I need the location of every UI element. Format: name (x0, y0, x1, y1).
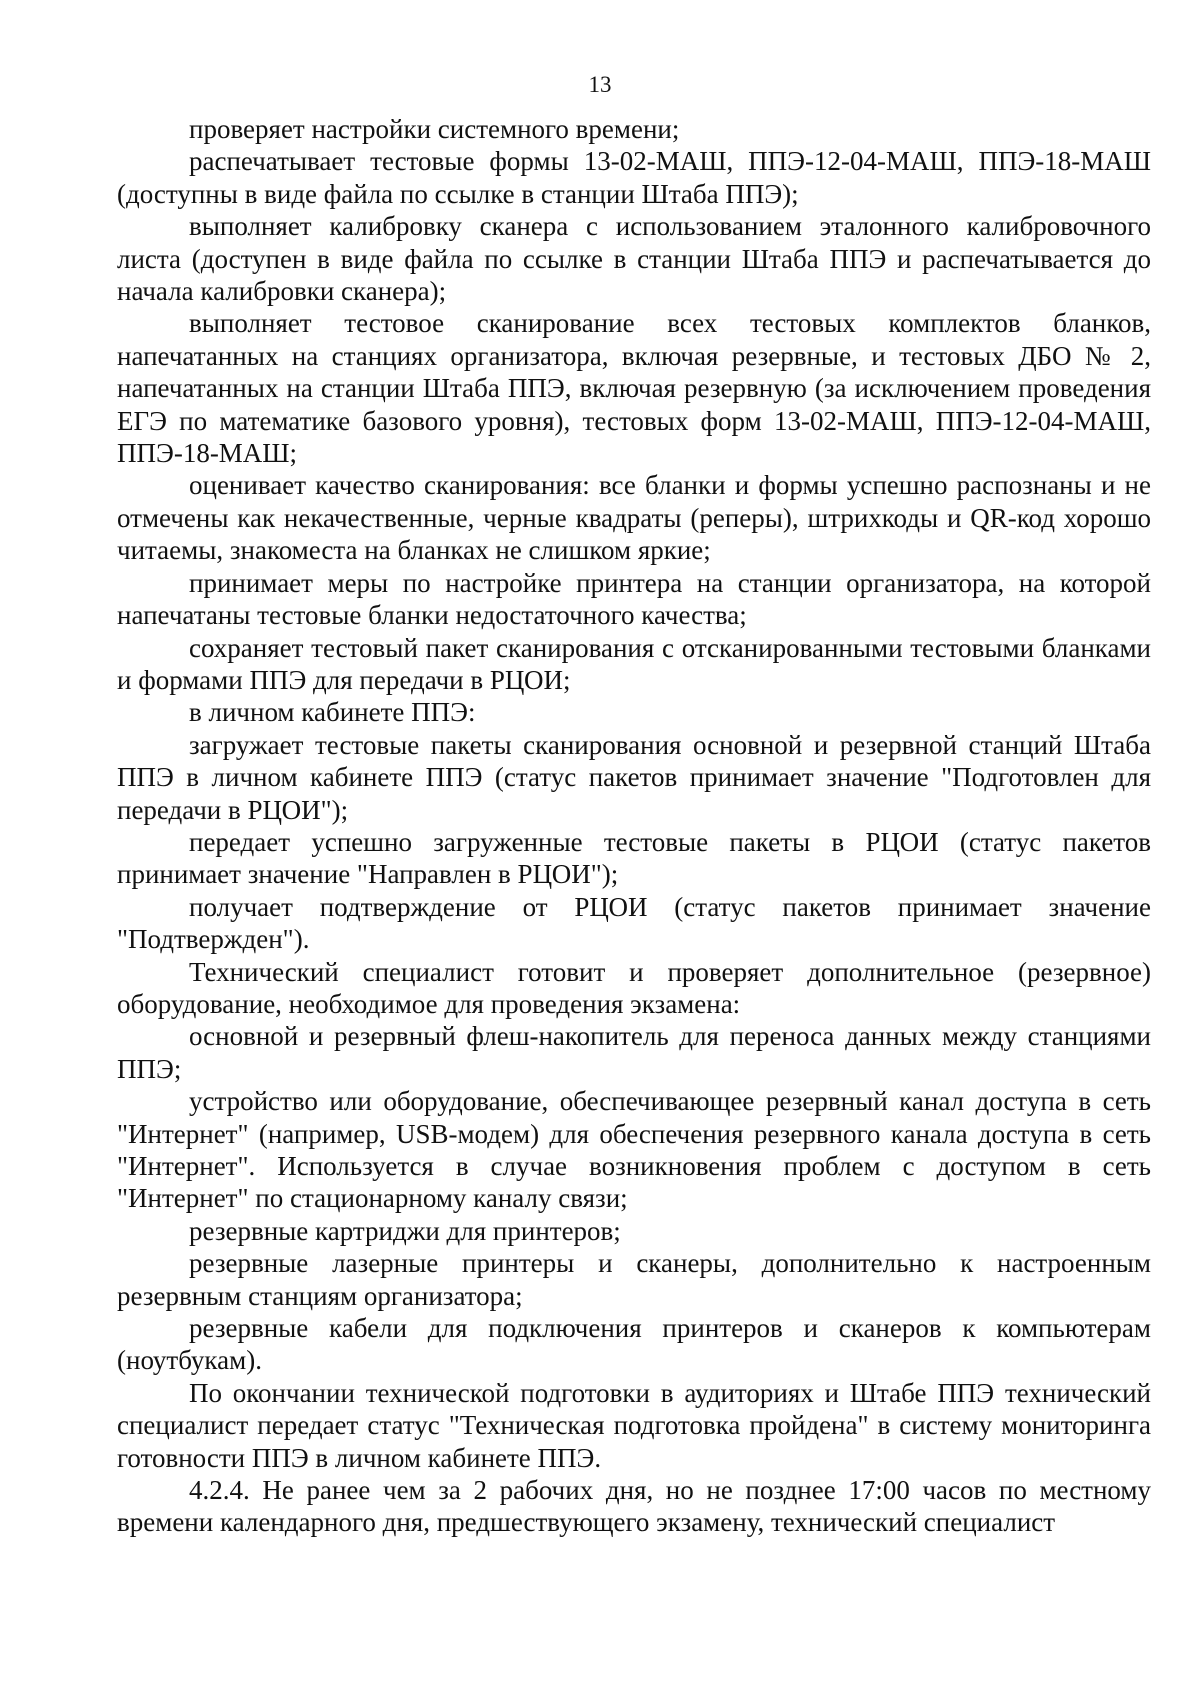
paragraph: резервные картриджи для принтеров; (189, 1215, 621, 1246)
paragraph: выполняет тестовое сканирование всех тестовых комплектов бланков, напечатанных на станциях организатора, включая резервные, и тестовых ДБО № 2, напечатанных на станции Штаба ППЭ, включая резервную (за исключением проведения ЕГЭ по математике базового уровня), тестовых форм 13-02-МАШ, ППЭ-12-04-МАШ, ППЭ-18-МАШ; (117, 308, 1151, 469)
paragraph: распечатывает тестовые формы 13-02-МАШ, ППЭ-12-04-МАШ, ППЭ-18-МАШ (доступны в виде файла по ссылке в станции Штаба ППЭ); (117, 146, 1151, 209)
paragraph: выполняет калибровку сканера с использованием эталонного калибровочного листа (доступен в виде файла по ссылке в станции Штаба ППЭ и распечатывается до начала калибровки сканера); (117, 211, 1151, 307)
paragraph: По окончании технической подготовки в аудиториях и Штабе ППЭ технический специалист передает статус "Техническая подготовка пройдена" в систему мониторинга готовности ППЭ в личном кабинете ППЭ. (117, 1377, 1151, 1473)
paragraph: 4.2.4. Не ранее чем за 2 рабочих дня, но не позднее 17:00 часов по местному времени календарного дня, предшествующего экзамену, технический специалист (117, 1475, 1151, 1538)
paragraph: сохраняет тестовый пакет сканирования с отсканированными тестовыми бланками и формами ППЭ для передачи в РЦОИ; (117, 632, 1151, 695)
paragraph: проверяет настройки системного времени; (189, 114, 680, 144)
paragraph: получает подтверждение от РЦОИ (статус пакетов принимает значение "Подтвержден"). (117, 891, 1151, 955)
page-number: 13 (588, 72, 612, 97)
paragraph: резервные кабели для подключения принтеров и сканеров к компьютерам (ноутбукам). (117, 1313, 1151, 1376)
paragraph: устройство или оборудование, обеспечивающее резервный канал доступа в сеть "Интернет" (например, USB-модем) для обеспечения резервного канала доступа в сеть "Интернет". Используется в случае возникновения проблем с доступом в сеть "Интернет" по стационарному каналу связи; (117, 1086, 1151, 1214)
paragraph: резервные лазерные принтеры и сканеры, дополнительно к настроенным резервным станциям организатора; (117, 1248, 1151, 1311)
paragraph: в личном кабинете ППЭ: (189, 697, 476, 728)
paragraph: принимает меры по настройке принтера на станции организатора, на которой напечатаны тестовые бланки недостаточного качества; (117, 567, 1151, 631)
paragraph: основной и резервный флеш-накопитель для переноса данных между станциями ППЭ; (117, 1021, 1151, 1084)
paragraph: оценивает качество сканирования: все бланки и формы успешно распознаны и не отмечены как некачественные, черные квадраты (реперы), штрихкоды и QR-код хорошо читаемы, знакоместа на бланках не слишком яркие; (117, 470, 1151, 566)
paragraph: передает успешно загруженные тестовые пакеты в РЦОИ (статус пакетов принимает значение "Направлен в РЦОИ"); (117, 826, 1151, 890)
paragraph: Технический специалист готовит и проверяет дополнительное (резервное) оборудование, необходимое для проведения экзамена: (117, 956, 1151, 1019)
paragraph: загружает тестовые пакеты сканирования основной и резервной станций Штаба ППЭ в личном кабинете ППЭ (статус пакетов принимает значение "Подготовлен для передачи в РЦОИ"); (117, 729, 1151, 825)
body-text (117, 113, 1151, 1539)
